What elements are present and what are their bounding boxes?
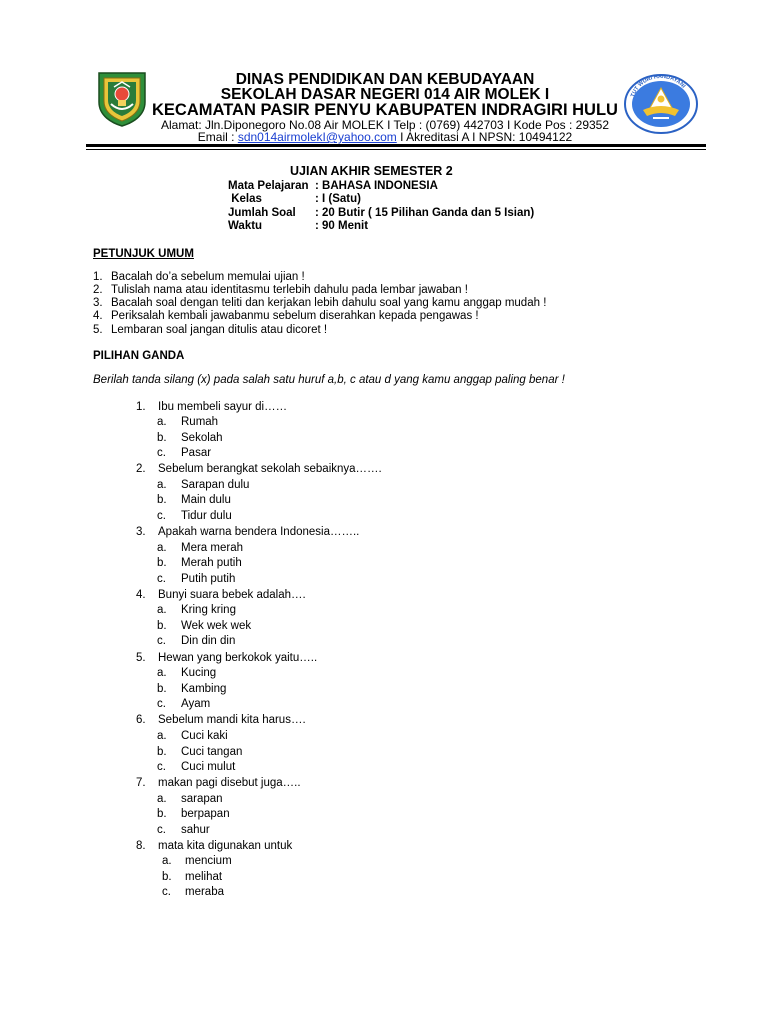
question-text: Apakah warna bendera Indonesia…….. — [158, 526, 360, 538]
instruction-number: 4. — [93, 310, 103, 322]
instruction-number: 1. — [93, 271, 103, 283]
option-letter: a. — [157, 416, 167, 428]
instruction-text: Lembaran soal jangan ditulis atau dicoret ! — [111, 324, 328, 336]
email-link[interactable]: sdn014airmolekI@yahoo.com — [237, 130, 397, 144]
option-text: Ayam — [181, 698, 211, 710]
option-letter: b. — [157, 557, 167, 569]
option-letter: c. — [157, 824, 166, 836]
option-letter: b. — [157, 620, 167, 632]
question-number: 5. — [136, 652, 146, 664]
option-letter: a. — [157, 479, 167, 491]
question-text: Sebelum berangkat sekolah sebaiknya……. — [158, 463, 382, 475]
option-letter: a. — [157, 604, 167, 616]
option-letter: a. — [157, 730, 167, 742]
option-letter: b. — [157, 683, 167, 695]
option-letter: c. — [157, 635, 166, 647]
general-instructions-title: PETUNJUK UMUM — [93, 248, 194, 260]
instruction-number: 3. — [93, 297, 103, 309]
option-text: sahur — [181, 824, 210, 836]
question-number: 3. — [136, 526, 146, 538]
info-value-question-count: : 20 Butir ( 15 Pilihan Ganda dan 5 Isian) — [315, 207, 535, 219]
tut-wuri-handayani-icon — [623, 72, 699, 134]
question-text: Bunyi suara bebek adalah…. — [158, 589, 306, 601]
info-label-class: Kelas — [228, 193, 262, 205]
info-value-subject: : BAHASA INDONESIA — [315, 180, 438, 192]
question-text: Ibu membeli sayur di…… — [158, 401, 288, 413]
instruction-text: Tulislah nama atau identitasmu terlebih dahulu pada lembar jawaban ! — [111, 284, 468, 296]
letterhead-address: Alamat: Jln.Diponegoro No.08 Air MOLEK I Telp : (0769) 442703 I Kode Pos : 29352 — [160, 118, 610, 132]
option-letter: a. — [157, 793, 167, 805]
info-label-time: Waktu — [228, 220, 263, 232]
letterhead-contact-line — [130, 130, 640, 144]
question-number: 8. — [136, 840, 146, 852]
accreditation-text: I Akreditasi A I NPSN: 10494122 — [396, 130, 573, 144]
option-text: Main dulu — [181, 494, 231, 506]
question-number: 1. — [136, 401, 146, 413]
option-text: Din din din — [181, 635, 236, 647]
option-text: Kucing — [181, 667, 217, 679]
option-text: sarapan — [181, 793, 223, 805]
logo-caption: TUT WURI HANDAYANI — [630, 73, 687, 99]
question-text: Hewan yang berkokok yaitu….. — [158, 652, 318, 664]
email-label: Email : — [197, 130, 238, 144]
option-letter: b. — [157, 432, 167, 444]
option-letter: a. — [157, 667, 167, 679]
letterhead-department: DINAS PENDIDIKAN DAN KEBUDAYAAN — [235, 71, 535, 88]
option-text: Cuci tangan — [181, 746, 243, 758]
option-letter: c. — [157, 761, 166, 773]
multiple-choice-instruction: Berilah tanda silang (x) pada salah satu huruf a,b, c atau d yang kamu anggap paling benar ! — [93, 374, 565, 386]
letterhead-school-name: SEKOLAH DASAR NEGERI 014 AIR MOLEK I — [220, 86, 550, 103]
option-text: Kambing — [181, 683, 227, 695]
option-letter: c. — [157, 573, 166, 585]
option-text: meraba — [185, 886, 224, 898]
option-letter: b. — [157, 808, 167, 820]
option-letter: a. — [157, 542, 167, 554]
option-letter: c. — [157, 510, 166, 522]
option-text: melihat — [185, 871, 223, 883]
option-text: Pasar — [181, 447, 212, 459]
option-text: Kring kring — [181, 604, 236, 616]
instruction-text: Bacalah soal dengan teliti dan kerjakan lebih dahulu soal yang kamu anggap mudah ! — [111, 297, 547, 309]
option-text: mencium — [185, 855, 232, 867]
instruction-number: 2. — [93, 284, 103, 296]
letterhead-rule-thin — [86, 149, 706, 150]
instruction-number: 5. — [93, 324, 103, 336]
info-value-class: : I (Satu) — [315, 193, 361, 205]
letterhead-rule-thick — [86, 144, 706, 147]
info-value-time: : 90 Menit — [315, 220, 369, 232]
option-text: berpapan — [181, 808, 230, 820]
letterhead-district: KECAMATAN PASIR PENYU KABUPATEN INDRAGIRI HULU — [152, 101, 618, 119]
question-number: 2. — [136, 463, 146, 475]
option-text: Rumah — [181, 416, 219, 428]
option-text: Cuci mulut — [181, 761, 236, 773]
question-number: 6. — [136, 714, 146, 726]
instruction-text: Periksalah kembali jawabanmu sebelum diserahkan kepada pengawas ! — [111, 310, 479, 322]
option-text: Tidur dulu — [181, 510, 232, 522]
question-text: mata kita digunakan untuk — [158, 840, 293, 852]
question-text: makan pagi disebut juga….. — [158, 777, 301, 789]
info-label-question-count: Jumlah Soal — [228, 207, 296, 219]
info-label-subject: Mata Pelajaran — [228, 180, 309, 192]
option-letter: b. — [157, 746, 167, 758]
option-text: Putih putih — [181, 573, 236, 585]
option-text: Sarapan dulu — [181, 479, 250, 491]
option-text: Merah putih — [181, 557, 242, 569]
question-number: 7. — [136, 777, 146, 789]
option-letter: c. — [157, 698, 166, 710]
option-letter: b. — [157, 494, 167, 506]
instruction-text: Bacalah do’a sebelum memulai ujian ! — [111, 271, 305, 283]
option-letter: c. — [162, 886, 171, 898]
question-number: 4. — [136, 589, 146, 601]
multiple-choice-title: PILIHAN GANDA — [93, 350, 185, 362]
option-letter: c. — [157, 447, 166, 459]
option-text: Mera merah — [181, 542, 243, 554]
option-letter: a. — [162, 855, 172, 867]
option-letter: b. — [162, 871, 172, 883]
option-text: Cuci kaki — [181, 730, 228, 742]
question-text: Sebelum mandi kita harus…. — [158, 714, 306, 726]
option-text: Sekolah — [181, 432, 223, 444]
option-text: Wek wek wek — [181, 620, 252, 632]
exam-title: UJIAN AKHIR SEMESTER 2 — [290, 164, 453, 178]
